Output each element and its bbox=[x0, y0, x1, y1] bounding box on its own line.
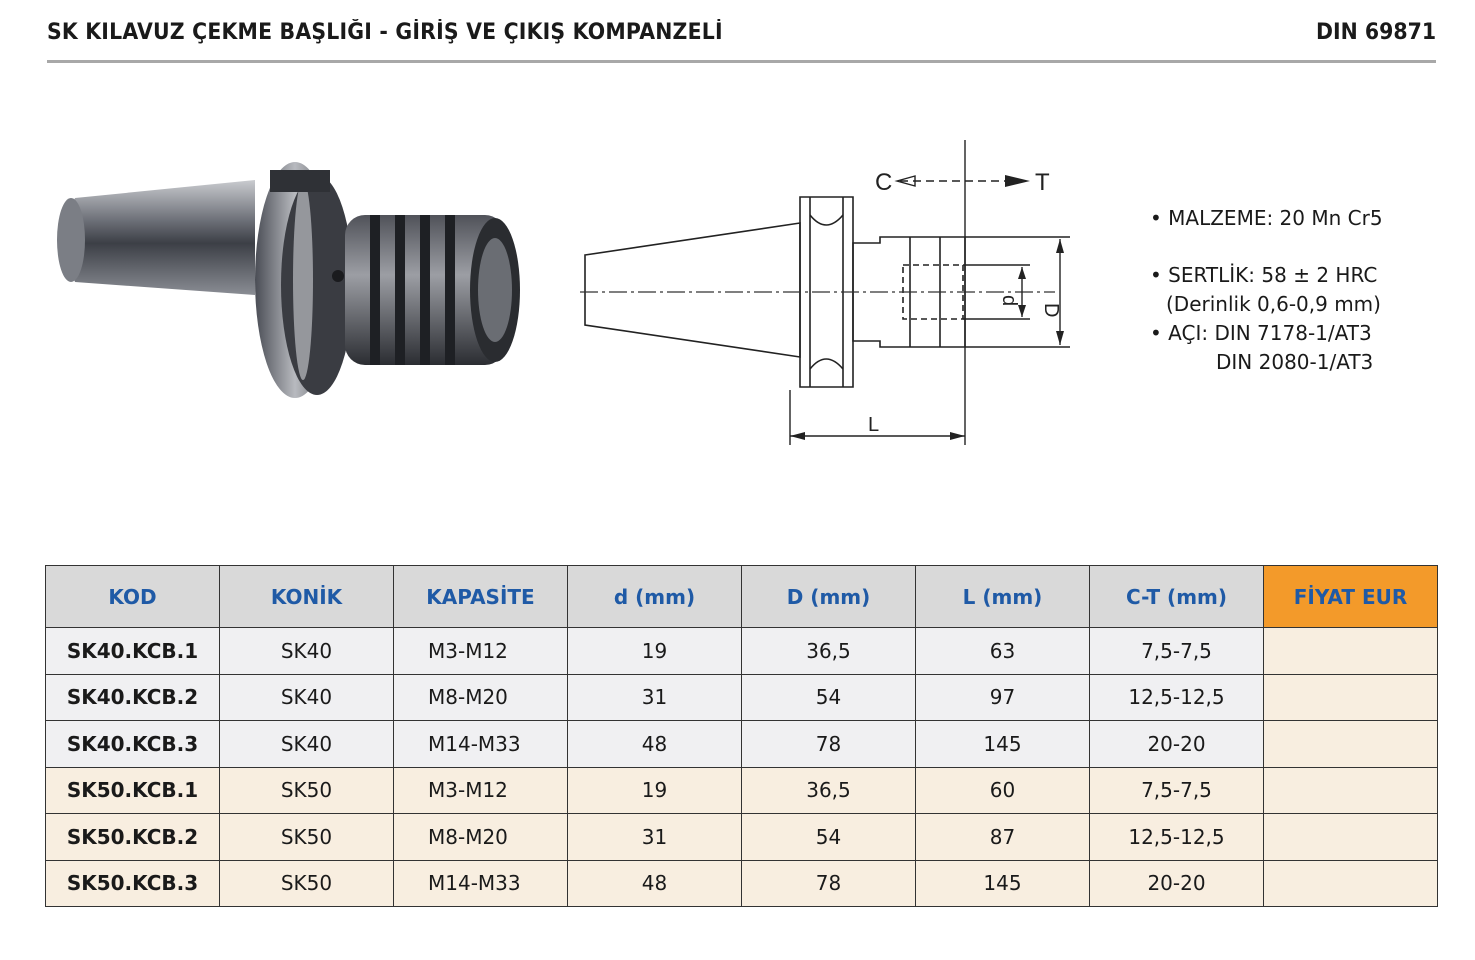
label-D: D bbox=[1040, 303, 1062, 318]
spec-angle-2: DIN 2080-1/AT3 bbox=[1216, 350, 1374, 374]
cell-d: 19 bbox=[568, 628, 742, 675]
cell-l: 63 bbox=[916, 628, 1090, 675]
cell-l: 97 bbox=[916, 674, 1090, 721]
header-l: L (mm) bbox=[916, 566, 1090, 628]
cell-D: 54 bbox=[742, 674, 916, 721]
table-row bbox=[46, 628, 1438, 675]
cell-fiyat bbox=[1264, 767, 1438, 814]
product-table bbox=[45, 565, 1438, 907]
technical-drawing bbox=[575, 135, 1080, 450]
header-divider bbox=[47, 60, 1436, 63]
table-row bbox=[46, 721, 1438, 768]
cell-D: 54 bbox=[742, 814, 916, 861]
label-t: T bbox=[1035, 169, 1050, 196]
cell-kapasite: M3-M12 bbox=[394, 767, 568, 814]
table-row bbox=[46, 674, 1438, 721]
cell-ct: 20-20 bbox=[1090, 721, 1264, 768]
page-header bbox=[47, 20, 1436, 50]
cell-fiyat bbox=[1264, 721, 1438, 768]
cell-l: 60 bbox=[916, 767, 1090, 814]
cell-konik: SK50 bbox=[220, 860, 394, 907]
cell-kod: SK50.KCB.1 bbox=[46, 767, 220, 814]
cell-l: 145 bbox=[916, 860, 1090, 907]
table-row bbox=[46, 767, 1438, 814]
cell-d: 31 bbox=[568, 674, 742, 721]
cell-D: 36,5 bbox=[742, 628, 916, 675]
label-l: L bbox=[868, 414, 880, 436]
label-c: C bbox=[875, 169, 893, 196]
spec-depth: (Derinlik 0,6-0,9 mm) bbox=[1166, 292, 1381, 316]
spec-material: • MALZEME: 20 Mn Cr5 bbox=[1150, 206, 1383, 230]
collet-body bbox=[332, 215, 520, 365]
spec-angle: • AÇI: DIN 7178-1/AT3 bbox=[1150, 321, 1372, 345]
cell-l: 145 bbox=[916, 721, 1090, 768]
header-d: d (mm) bbox=[568, 566, 742, 628]
header-kod: KOD bbox=[46, 566, 220, 628]
cell-d: 48 bbox=[568, 721, 742, 768]
taper-outline bbox=[585, 223, 800, 357]
cell-kod: SK40.KCB.2 bbox=[46, 674, 220, 721]
cell-fiyat bbox=[1264, 814, 1438, 861]
cell-ct: 7,5-7,5 bbox=[1090, 767, 1264, 814]
header-ct: C-T (mm) bbox=[1090, 566, 1264, 628]
cell-ct: 7,5-7,5 bbox=[1090, 628, 1264, 675]
cell-ct: 12,5-12,5 bbox=[1090, 814, 1264, 861]
header-fiyat: FİYAT EUR bbox=[1264, 566, 1438, 628]
table-header-row bbox=[46, 566, 1438, 628]
cell-ct: 12,5-12,5 bbox=[1090, 674, 1264, 721]
cell-D: 78 bbox=[742, 860, 916, 907]
cell-kapasite: M3-M12 bbox=[394, 628, 568, 675]
cell-kapasite: M8-M20 bbox=[394, 674, 568, 721]
cell-D: 78 bbox=[742, 721, 916, 768]
cell-fiyat bbox=[1264, 628, 1438, 675]
cell-konik: SK50 bbox=[220, 814, 394, 861]
product-photo bbox=[55, 140, 525, 400]
cell-kapasite: M14-M33 bbox=[394, 860, 568, 907]
cell-konik: SK40 bbox=[220, 721, 394, 768]
cell-d: 19 bbox=[568, 767, 742, 814]
cell-konik: SK40 bbox=[220, 674, 394, 721]
cell-fiyat bbox=[1264, 674, 1438, 721]
cell-kapasite: M14-M33 bbox=[394, 721, 568, 768]
cell-kod: SK40.KCB.3 bbox=[46, 721, 220, 768]
standard-label: DIN 69871 bbox=[1315, 20, 1436, 45]
cone-shank bbox=[57, 180, 255, 295]
page-title: SK KILAVUZ ÇEKME BAŞLIĞI - GİRİŞ VE ÇIKIŞ KOMPANZELİ bbox=[47, 20, 723, 45]
cell-ct: 20-20 bbox=[1090, 860, 1264, 907]
cell-d: 31 bbox=[568, 814, 742, 861]
header-kapasite: KAPASİTE bbox=[394, 566, 568, 628]
cell-konik: SK50 bbox=[220, 767, 394, 814]
table-row bbox=[46, 814, 1438, 861]
cell-D: 36,5 bbox=[742, 767, 916, 814]
cell-l: 87 bbox=[916, 814, 1090, 861]
cell-fiyat bbox=[1264, 860, 1438, 907]
header-konik: KONİK bbox=[220, 566, 394, 628]
label-d: d bbox=[998, 295, 1020, 307]
header-D: D (mm) bbox=[742, 566, 916, 628]
spec-list bbox=[1150, 204, 1383, 377]
cell-d: 48 bbox=[568, 860, 742, 907]
cell-kapasite: M8-M20 bbox=[394, 814, 568, 861]
cell-konik: SK40 bbox=[220, 628, 394, 675]
cell-kod: SK40.KCB.1 bbox=[46, 628, 220, 675]
arrow-t bbox=[1005, 175, 1030, 187]
cell-kod: SK50.KCB.2 bbox=[46, 814, 220, 861]
spec-hardness: • SERTLİK: 58 ± 2 HRC bbox=[1150, 263, 1378, 287]
table-row bbox=[46, 860, 1438, 907]
cell-kod: SK50.KCB.3 bbox=[46, 860, 220, 907]
